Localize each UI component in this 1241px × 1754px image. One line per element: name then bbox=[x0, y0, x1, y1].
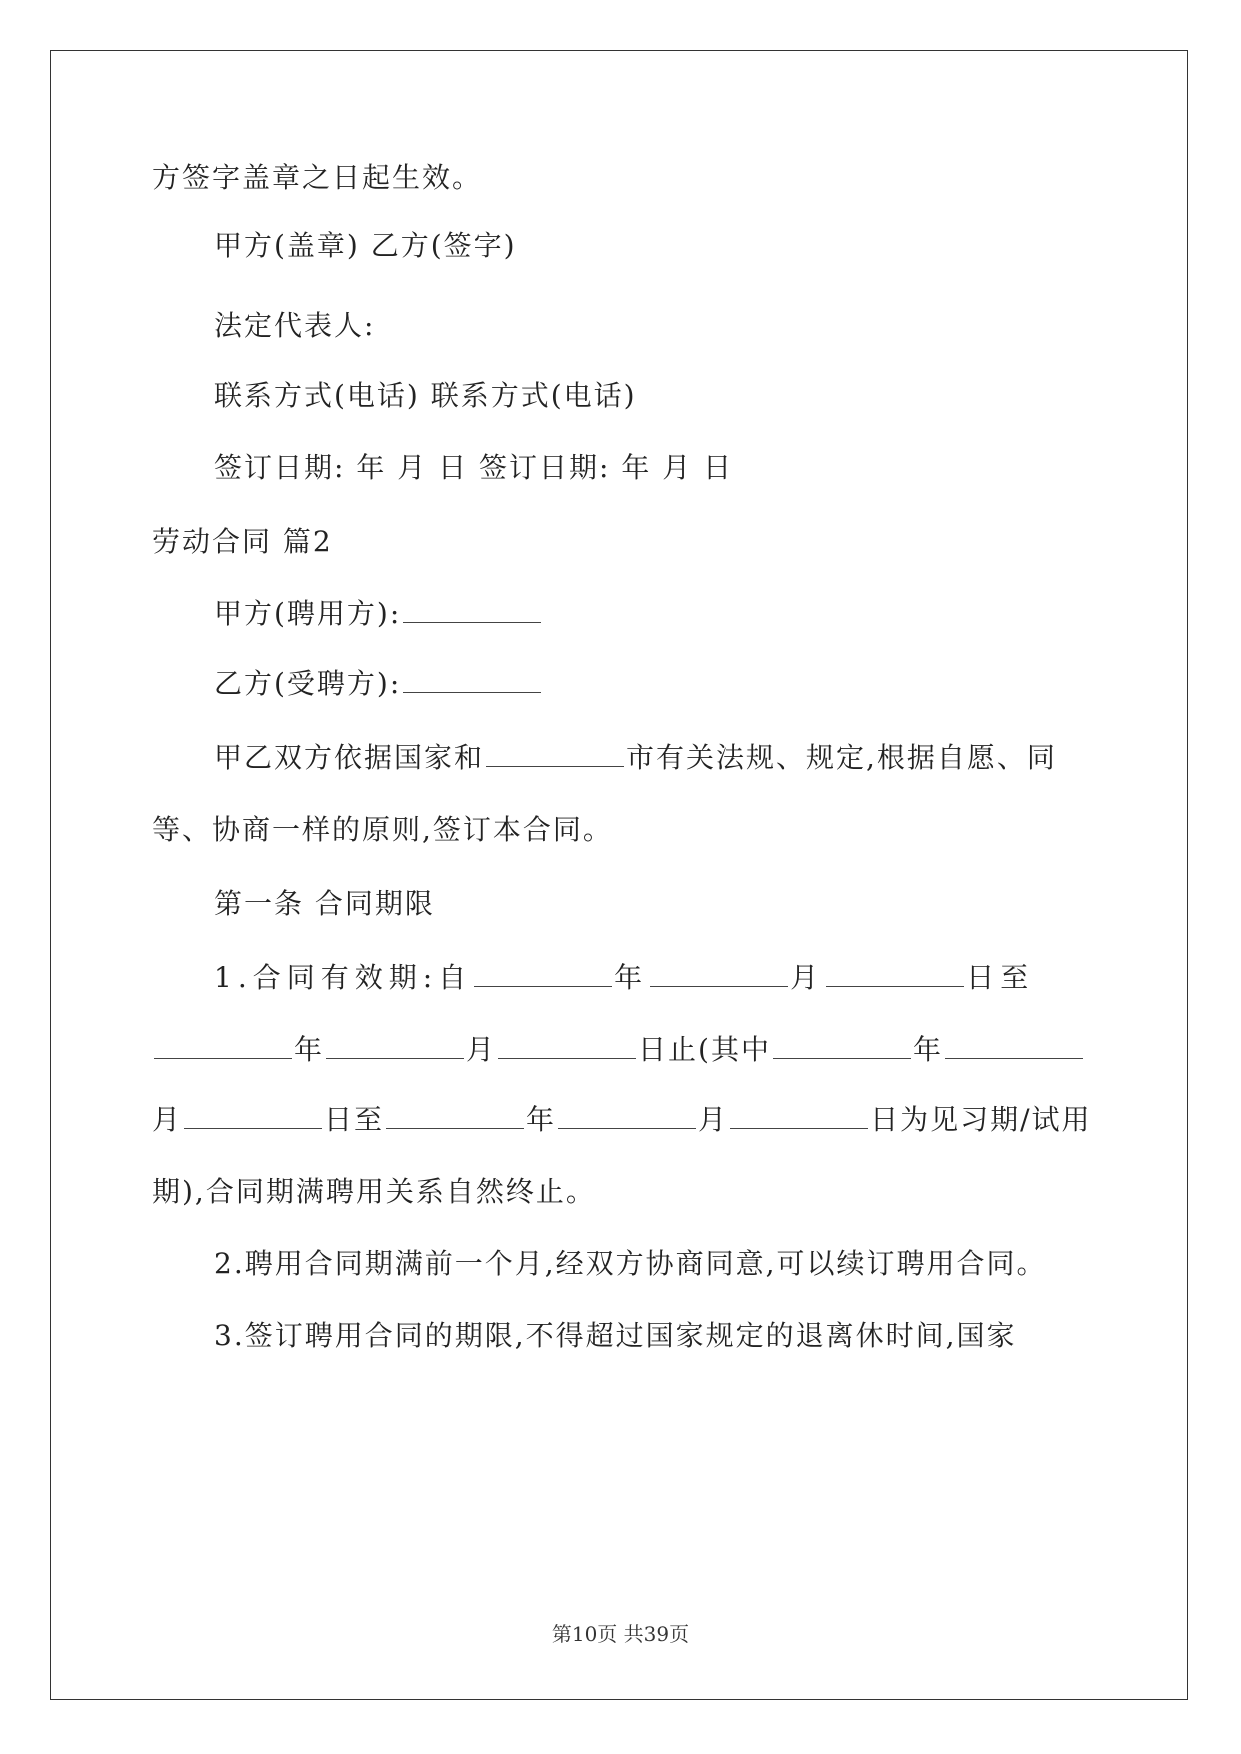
text-segment: 月 bbox=[152, 1103, 183, 1136]
contact-labels: 联系方式(电话) 联系方式(电话) bbox=[214, 379, 637, 412]
text-line bbox=[214, 958, 1034, 998]
text-segment: 日止(其中 bbox=[638, 1033, 771, 1066]
text-line bbox=[152, 1030, 1085, 1070]
fill-blank bbox=[154, 1032, 292, 1059]
fill-blank bbox=[730, 1102, 868, 1129]
text-segment: 年 bbox=[526, 1103, 557, 1136]
text-segment: 甲乙双方依据国家和 bbox=[214, 741, 485, 774]
fill-blank bbox=[945, 1032, 1083, 1059]
text-segment: 年 bbox=[614, 961, 649, 994]
page-border bbox=[50, 50, 1188, 1700]
legal-representative-label: 法定代表人: bbox=[214, 309, 376, 342]
text-segment: 月 bbox=[466, 1033, 497, 1066]
text-segment: 年 bbox=[912, 1033, 943, 1066]
page-number-footer: 第10页 共39页 bbox=[551, 1622, 690, 1646]
text-segment: 日至 bbox=[966, 961, 1035, 994]
text-segment: 月 bbox=[790, 961, 825, 994]
text-segment: 日至 bbox=[324, 1103, 385, 1136]
party-a-label: 甲方(聘用方): bbox=[214, 597, 402, 630]
text-line: 3.签订聘用合同的期限,不得超过国家规定的退离休时间,国家 bbox=[214, 1319, 1017, 1352]
fill-blank bbox=[650, 960, 788, 987]
text-segment: 日为见习期/试用 bbox=[870, 1103, 1092, 1136]
text-line: 2.聘用合同期满前一个月,经双方协商同意,可以续订聘用合同。 bbox=[214, 1247, 1047, 1280]
text-segment: 市有关法规、规定,根据自愿、同 bbox=[626, 741, 1057, 774]
fill-blank bbox=[486, 740, 624, 767]
party-b-label: 乙方(受聘方): bbox=[214, 667, 402, 700]
fill-blank bbox=[386, 1102, 524, 1129]
text-line bbox=[214, 738, 1057, 778]
text-segment: 1.合同有效期:自 bbox=[214, 961, 473, 994]
fill-blank bbox=[558, 1102, 696, 1129]
fill-blank bbox=[184, 1102, 322, 1129]
text-segment: 月 bbox=[698, 1103, 729, 1136]
fill-blank bbox=[474, 960, 612, 987]
text-line: 期),合同期满聘用关系自然终止。 bbox=[152, 1175, 596, 1208]
sign-date-labels: 签订日期: 年 月 日 签订日期: 年 月 日 bbox=[214, 451, 734, 484]
signature-labels: 甲方(盖章) 乙方(签字) bbox=[214, 229, 517, 262]
text-line: 等、协商一样的原则,签订本合同。 bbox=[152, 813, 613, 846]
fill-blank bbox=[403, 596, 541, 623]
party-b-line bbox=[214, 664, 543, 704]
fill-blank bbox=[826, 960, 964, 987]
article-heading: 第一条 合同期限 bbox=[214, 887, 435, 920]
text-segment: 年 bbox=[294, 1033, 325, 1066]
fill-blank bbox=[498, 1032, 636, 1059]
fill-blank bbox=[773, 1032, 911, 1059]
fill-blank bbox=[403, 666, 541, 693]
fill-blank bbox=[326, 1032, 464, 1059]
section-heading: 劳动合同 篇2 bbox=[152, 525, 333, 558]
text-line bbox=[152, 1100, 1092, 1140]
text-line: 方签字盖章之日起生效。 bbox=[152, 161, 483, 194]
party-a-line bbox=[214, 594, 543, 634]
